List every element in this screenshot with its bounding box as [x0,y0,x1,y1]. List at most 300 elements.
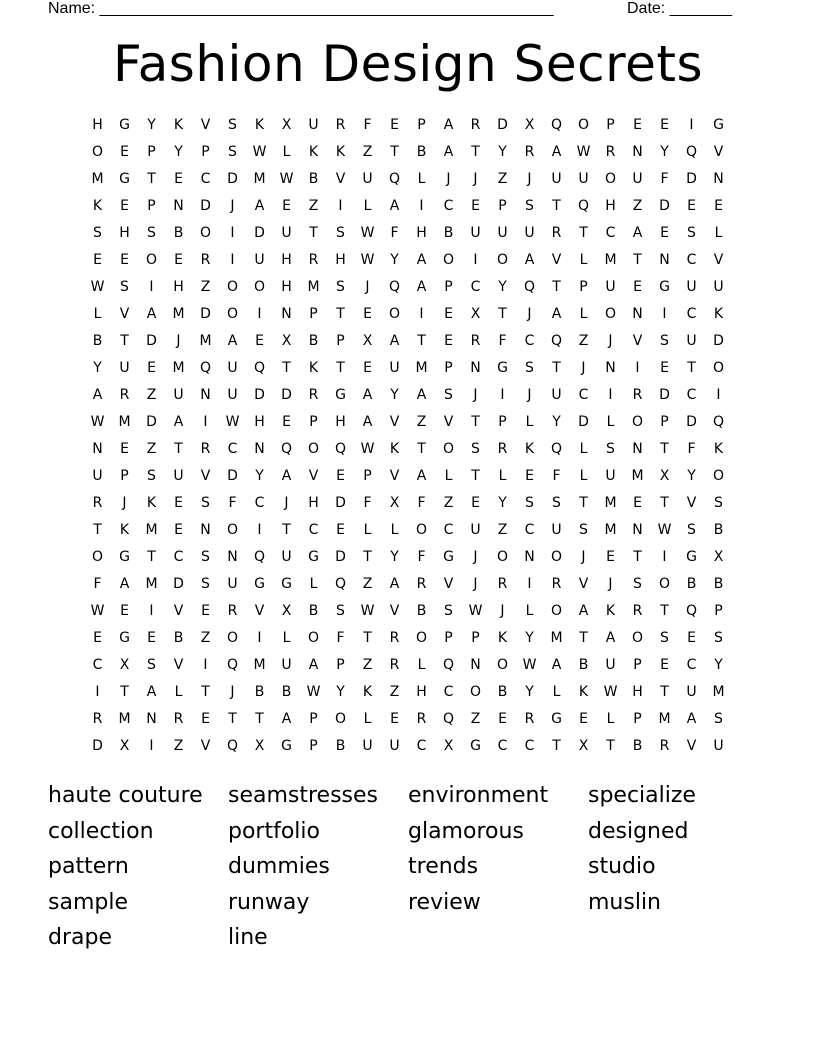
grid-letter: M [631,468,644,484]
grid-letter: H [281,279,292,295]
grid-letter: D [578,414,589,430]
grid-letter: G [308,549,319,565]
grid-letter: N [227,549,238,565]
grid-letter: C [443,522,454,538]
grid-letter: Z [308,198,319,214]
grid-letter: J [365,279,370,295]
grid-letter: R [632,603,643,619]
grid-letter: O [226,306,239,322]
grid-letter: K [146,495,157,511]
grid-row [84,625,732,652]
grid-letter: P [471,630,480,646]
grid-letter: N [200,522,211,538]
grid-letter: M [118,711,131,727]
grid-letter: C [308,522,319,538]
grid-letter: X [254,738,265,754]
grid-letter: F [687,441,696,457]
grid-letter: G [254,576,265,592]
grid-letter: M [253,657,266,673]
grid-letter: U [362,738,373,754]
word-list-item: glamorous [408,818,524,844]
grid-letter: F [93,576,102,592]
grid-letter: A [551,144,562,160]
grid-letter: Q [550,117,563,133]
grid-letter: P [417,117,426,133]
grid-row [84,571,732,598]
grid-letter: O [91,144,104,160]
grid-letter: R [497,441,508,457]
grid-letter: Y [498,144,507,160]
grid-letter: G [119,171,130,187]
grid-letter: B [308,333,319,349]
grid-letter: A [416,279,427,295]
grid-letter: D [335,549,346,565]
grid-letter: U [497,225,508,241]
grid-letter: E [579,711,588,727]
grid-letter: A [389,198,400,214]
grid-letter: O [253,279,266,295]
grid-letter: F [552,468,561,484]
word-list-item: specialize [588,783,696,808]
grid-letter: T [174,441,183,457]
grid-letter: C [524,738,535,754]
grid-letter: E [633,117,642,133]
grid-letter: O [712,468,725,484]
grid-letter: V [686,738,697,754]
grid-letter: U [389,738,400,754]
grid-letter: N [632,522,643,538]
grid-letter: D [254,225,265,241]
grid-letter: E [93,630,102,646]
grid-letter: Q [388,279,401,295]
grid-letter: S [687,225,696,241]
grid-letter: O [658,576,671,592]
grid-letter: J [608,333,613,349]
grid-letter: Y [390,252,399,268]
grid-letter: T [309,225,318,241]
grid-letter: R [551,225,562,241]
grid-letter: B [173,225,184,241]
grid-letter: S [201,576,210,592]
word-list-item: pattern [48,854,129,879]
grid-letter: A [632,225,643,241]
grid-letter: P [363,468,372,484]
grid-letter: I [203,414,208,430]
grid-letter: Q [442,711,455,727]
grid-letter: O [334,711,347,727]
grid-letter: I [203,657,208,673]
grid-letter: E [120,252,129,268]
grid-letter: L [606,414,615,430]
grid-letter: C [443,198,454,214]
grid-letter: L [579,468,588,484]
grid-letter: O [631,414,644,430]
grid-letter: H [254,414,265,430]
grid-letter: R [524,711,535,727]
grid-letter: T [228,711,237,727]
grid-letter: T [120,333,129,349]
grid-letter: E [471,198,480,214]
grid-letter: J [581,549,586,565]
grid-letter: C [416,738,427,754]
word-list-item: collection [48,818,154,844]
grid-row [84,652,732,679]
word-list [48,778,788,956]
grid-letter: V [119,306,130,322]
grid-letter: E [147,360,156,376]
grid-letter: E [93,252,102,268]
grid-letter: F [390,225,399,241]
grid-letter: V [254,603,265,619]
grid-letter: Q [334,441,347,457]
grid-letter: S [147,225,156,241]
grid-letter: M [604,252,617,268]
grid-letter: Z [497,522,508,538]
grid-letter: W [576,144,591,160]
grid-letter: K [335,144,346,160]
grid-letter: R [659,738,670,754]
grid-letter: T [282,360,291,376]
grid-letter: S [714,495,723,511]
grid-letter: N [605,360,616,376]
grid-letter: C [443,684,454,700]
grid-letter: Z [470,711,481,727]
grid-letter: L [444,468,453,484]
grid-letter: V [578,576,589,592]
grid-letter: I [419,198,424,214]
grid-letter: C [200,171,211,187]
grid-letter: K [497,630,508,646]
grid-letter: E [147,630,156,646]
grid-letter: P [309,414,318,430]
grid-letter: Y [255,468,264,484]
grid-letter: U [605,279,616,295]
grid-letter: B [416,144,427,160]
grid-letter: L [282,630,291,646]
grid-letter: G [119,630,130,646]
grid-letter: O [550,603,563,619]
grid-letter: U [308,117,319,133]
grid-letter: Q [226,738,239,754]
word-list-item: seamstresses [228,783,379,808]
grid-letter: W [360,225,375,241]
grid-letter: T [255,711,264,727]
grid-letter: U [605,657,616,673]
grid-letter: T [93,522,102,538]
grid-letter: X [443,738,454,754]
grid-letter: L [93,306,102,322]
grid-letter: V [551,252,562,268]
word-list-item: drape [48,925,112,950]
grid-letter: U [254,252,265,268]
grid-letter: V [173,657,184,673]
grid-letter: M [145,522,158,538]
grid-letter: G [551,711,562,727]
grid-letter: R [389,657,400,673]
grid-letter: M [307,279,320,295]
grid-letter: V [632,333,643,349]
grid-letter: B [686,576,697,592]
grid-letter: G [443,549,454,565]
grid-row [84,247,732,274]
grid-letter: S [525,198,534,214]
grid-letter: L [714,225,723,241]
grid-letter: A [578,603,589,619]
grid-letter: T [363,630,372,646]
grid-letter: K [389,441,400,457]
grid-letter: P [633,657,642,673]
grid-letter: W [468,603,483,619]
grid-letter: P [120,468,129,484]
grid-letter: S [633,576,642,592]
grid-letter: S [228,117,237,133]
grid-letter: L [606,711,615,727]
grid-letter: I [689,117,694,133]
grid-letter: I [662,549,667,565]
grid-letter: O [496,252,509,268]
grid-letter: O [91,549,104,565]
grid-letter: B [281,684,292,700]
grid-letter: L [552,684,561,700]
grid-letter: E [201,711,210,727]
grid-letter: U [92,468,103,484]
grid-letter: B [713,576,724,592]
grid-letter: T [660,495,669,511]
grid-letter: E [660,117,669,133]
grid-letter: P [633,711,642,727]
grid-letter: T [660,603,669,619]
grid-row [84,463,732,490]
grid-letter: E [174,495,183,511]
grid-letter: P [714,603,723,619]
word-list-item: dummies [228,854,330,879]
grid-letter: Q [523,279,536,295]
grid-letter: N [281,306,292,322]
grid-letter: S [579,522,588,538]
grid-letter: X [470,306,481,322]
grid-letter: D [281,387,292,403]
grid-letter: X [578,738,589,754]
grid-letter: R [200,252,211,268]
grid-letter: A [443,117,454,133]
grid-letter: S [93,225,102,241]
grid-letter: V [389,603,400,619]
grid-letter: D [254,387,265,403]
grid-letter: I [662,306,667,322]
grid-letter: E [660,360,669,376]
grid-letter: E [390,711,399,727]
grid-letter: X [524,117,535,133]
grid-letter: I [149,603,154,619]
grid-letter: K [254,117,265,133]
letter-grid [84,112,732,760]
grid-letter: R [227,603,238,619]
grid-letter: R [632,387,643,403]
grid-letter: I [473,252,478,268]
grid-letter: N [632,441,643,457]
grid-letter: E [336,522,345,538]
grid-letter: C [605,225,616,241]
grid-letter: N [470,657,481,673]
grid-letter: I [338,198,343,214]
grid-letter: A [362,387,373,403]
grid-letter: D [227,468,238,484]
grid-letter: D [713,333,724,349]
grid-letter: E [255,333,264,349]
grid-letter: T [660,441,669,457]
grid-letter: G [470,738,481,754]
grid-letter: R [92,495,103,511]
grid-letter: V [713,252,724,268]
grid-letter: E [363,360,372,376]
grid-letter: V [200,117,211,133]
grid-letter: W [90,279,105,295]
grid-letter: Y [93,360,102,376]
grid-letter: M [604,495,617,511]
grid-letter: D [146,414,157,430]
grid-letter: T [363,549,372,565]
grid-letter: G [659,279,670,295]
grid-letter: H [335,414,346,430]
grid-letter: E [687,630,696,646]
grid-letter: C [578,387,589,403]
grid-letter: O [496,657,509,673]
grid-letter: S [714,711,723,727]
grid-letter: U [281,549,292,565]
grid-letter: U [551,522,562,538]
grid-letter: V [389,414,400,430]
grid-letter: D [92,738,103,754]
grid-row [84,166,732,193]
grid-letter: K [308,360,319,376]
grid-letter: P [444,279,453,295]
grid-letter: J [608,576,613,592]
grid-letter: D [146,333,157,349]
grid-letter: J [284,495,289,511]
grid-letter: J [473,171,478,187]
grid-letter: X [281,117,292,133]
grid-row [84,706,732,733]
grid-letter: C [497,738,508,754]
grid-letter: Z [146,441,157,457]
grid-letter: S [336,603,345,619]
grid-letter: O [496,549,509,565]
grid-letter: V [173,603,184,619]
grid-letter: T [282,522,291,538]
grid-letter: D [200,306,211,322]
grid-letter: Y [525,630,534,646]
grid-letter: T [471,144,480,160]
grid-letter: X [362,333,373,349]
grid-letter: E [498,711,507,727]
grid-letter: A [389,333,400,349]
grid-letter: S [471,441,480,457]
grid-letter: E [390,117,399,133]
grid-letter: O [604,171,617,187]
grid-letter: R [470,117,481,133]
grid-letter: G [119,117,130,133]
grid-letter: N [713,171,724,187]
grid-letter: Q [253,360,266,376]
grid-letter: X [713,549,724,565]
grid-letter: Y [147,117,156,133]
grid-row [84,409,732,436]
word-list-item: trends [408,854,479,879]
grid-letter: S [228,144,237,160]
grid-letter: T [120,684,129,700]
grid-row [84,679,732,706]
grid-letter: C [173,549,184,565]
grid-letter: M [172,360,185,376]
grid-letter: Z [146,387,157,403]
grid-letter: Z [362,144,373,160]
grid-letter: P [336,333,345,349]
grid-letter: H [308,495,319,511]
grid-letter: O [226,279,239,295]
grid-letter: C [524,333,535,349]
grid-letter: S [336,225,345,241]
grid-letter: D [686,171,697,187]
grid-letter: B [308,171,319,187]
grid-letter: Q [334,576,347,592]
grid-letter: H [335,252,346,268]
grid-letter: P [309,306,318,322]
grid-letter: Y [660,144,669,160]
grid-letter: E [120,144,129,160]
grid-letter: A [416,252,427,268]
word-list-item: sample [48,889,128,915]
grid-letter: S [147,657,156,673]
grid-letter: R [200,441,211,457]
grid-letter: Q [712,414,725,430]
grid-letter: M [199,333,212,349]
grid-letter: H [119,225,130,241]
grid-letter: U [173,468,184,484]
grid-letter: P [309,738,318,754]
word-list-item: muslin [588,889,662,915]
grid-letter: Y [714,657,723,673]
grid-letter: R [119,387,130,403]
grid-letter: R [173,711,184,727]
grid-letter: U [713,738,724,754]
grid-letter: L [363,522,372,538]
grid-letter: Z [443,495,454,511]
grid-letter: W [360,441,375,457]
grid-letter: O [577,117,590,133]
grid-letter: E [444,306,453,322]
grid-letter: X [659,468,670,484]
grid-letter: E [444,333,453,349]
grid-row [84,274,732,301]
grid-letter: E [120,603,129,619]
grid-letter: P [498,414,507,430]
grid-letter: S [714,630,723,646]
grid-letter: C [524,522,535,538]
grid-letter: O [307,441,320,457]
grid-letter: W [225,414,240,430]
grid-letter: Q [577,198,590,214]
grid-letter: B [632,738,643,754]
grid-letter: U [470,225,481,241]
grid-letter: A [173,414,184,430]
grid-letter: J [500,603,505,619]
grid-letter: T [552,360,561,376]
grid-letter: F [417,495,426,511]
header-line [48,0,748,20]
grid-letter: Q [388,171,401,187]
grid-letter: V [200,738,211,754]
grid-letter: O [388,306,401,322]
